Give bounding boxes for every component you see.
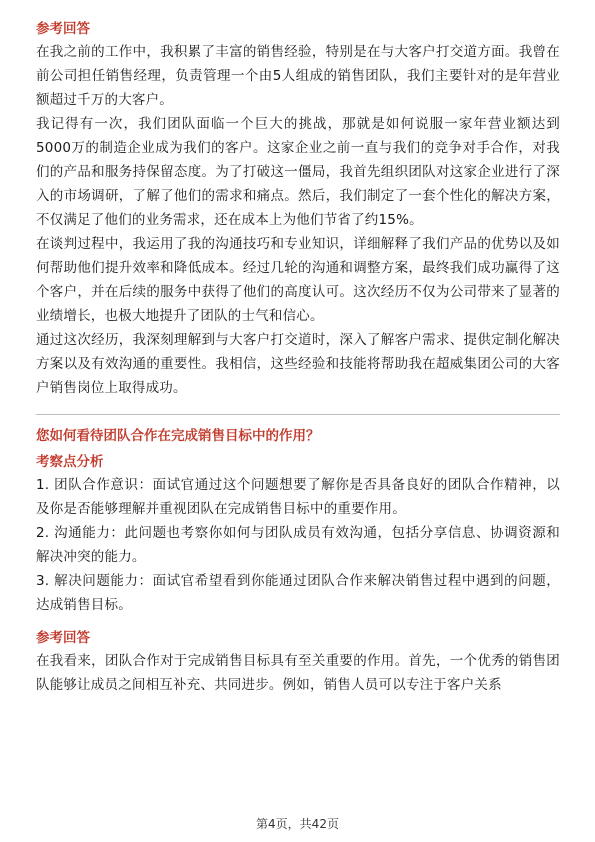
analysis-point: 2. 沟通能力：此问题也考察你如何与团队成员有效沟通，包括分享信息、协调资源和解决冲突的能力。 <box>36 525 560 565</box>
answer-paragraph: 通过这次经历，我深刻理解到与大客户打交道时，深入了解客户需求、提供定制化解决方案以及有效沟通的重要性。我相信，这些经验和技能将帮助我在超威集团公司的大客户销售岗位上取得成功。 <box>36 332 560 396</box>
section-heading-reference-answer: 参考回答 <box>36 630 90 646</box>
analysis-point: 3. 解决问题能力：面试官希望看到你能通过团队合作来解决销售过程中遇到的问题，达成销售目标。 <box>36 573 560 613</box>
answer-paragraph: 我记得有一次，我们团队面临一个巨大的挑战，那就是如何说服一家年营业额达到5000万的制造企业成为我们的客户。这家企业之前一直与我们的竞争对手合作，对我们的产品和服务持保留态度。为了打破这一僵局，我首先组织团队对这家企业进行了深入的市场调研，了解了他们的需求和痛点。然后，我们制定了一套个性化的解决方案，不仅满足了他们的业务需求，还在成本上为他们节省了约15%。 <box>36 116 560 228</box>
page-number: 第4页，共42页 <box>256 817 339 831</box>
analysis-point: 1. 团队合作意识：面试官通过这个问题想要了解你是否具备良好的团队合作精神，以及你是否能够理解并重视团队在完成销售目标中的重要作用。 <box>36 477 560 517</box>
section-heading-analysis: 考察点分析 <box>36 454 104 470</box>
section-heading-reference-answer: 参考回答 <box>36 21 90 37</box>
answer-paragraph: 在谈判过程中，我运用了我的沟通技巧和专业知识，详细解释了我们产品的优势以及如何帮助他们提升效率和降低成本。经过几轮的沟通和调整方案，最终我们成功赢得了这个客户，并在后续的服务中获得了他们的高度认可。这次经历不仅为公司带来了显著的业绩增长，也极大地提升了团队的士气和信心。 <box>36 236 560 324</box>
answer-paragraph: 在我之前的工作中，我积累了丰富的销售经验，特别是在与大客户打交道方面。我曾在前公司担任销售经理，负责管理一个由5人组成的销售团队，我们主要针对的是年营业额超过千万的大客户。 <box>36 44 560 108</box>
answer-paragraph: 在我看来，团队合作对于完成销售目标具有至关重要的作用。首先，一个优秀的销售团队能够让成员之间相互补充、共同进步。例如，销售人员可以专注于客户关系 <box>36 653 560 693</box>
interview-question: 您如何看待团队合作在完成销售目标中的作用？ <box>36 428 320 444</box>
section-divider <box>36 414 560 415</box>
page-content <box>36 18 560 697</box>
